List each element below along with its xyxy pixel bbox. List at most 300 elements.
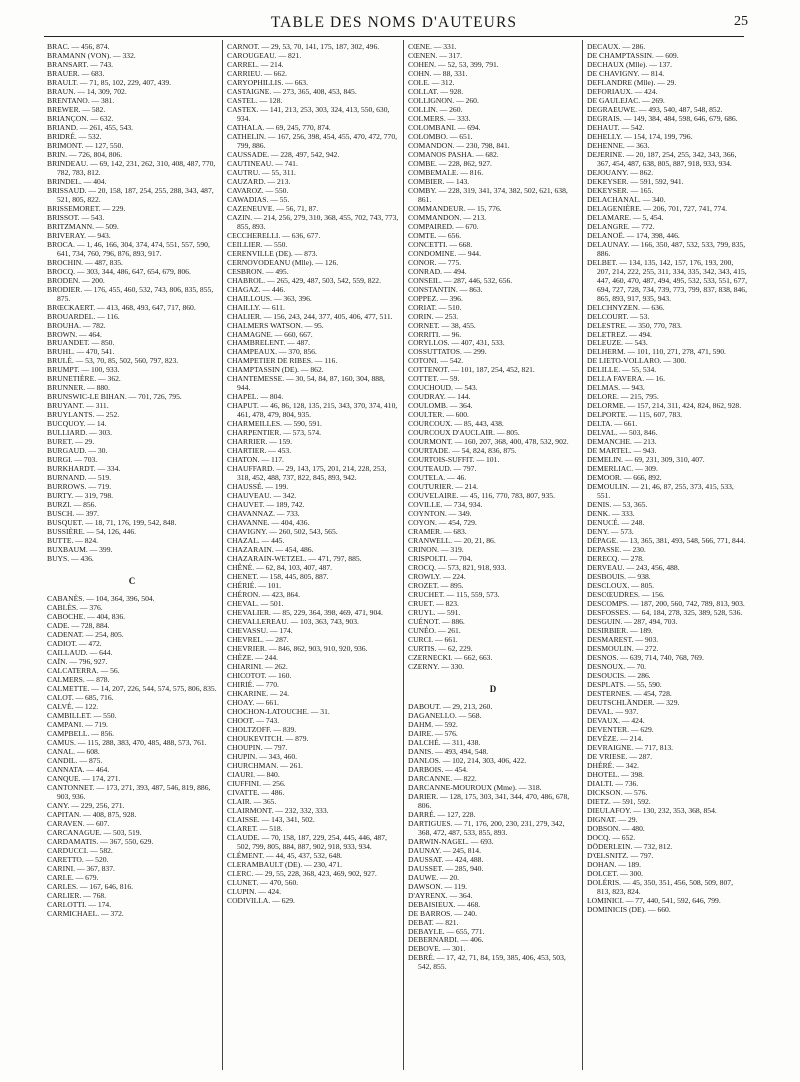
index-entry: DELESTRE. — 350, 770, 783. (587, 320, 682, 330)
index-entry: CARCANAGUE. — 503, 519. (47, 827, 142, 837)
index-entry: CATHELIN. — 167, 256, 398, 454, 455, 470, 472, 770, 799, 886. (227, 131, 398, 150)
index-entry: BUCQUOY. — 14. (47, 419, 107, 429)
index-entry: BROUARDEL. — 116. (47, 311, 120, 321)
index-entry: CHABROL. — 265, 429, 487, 503, 542, 559, 822. (227, 275, 381, 285)
header-rule (44, 36, 744, 37)
index-entry: DEMELIN. — 69, 231, 309, 310, 407. (587, 455, 705, 465)
index-entry: BRUMPT. — 100, 933. (47, 365, 120, 375)
index-entry: DEHAUT. — 542. (587, 122, 645, 132)
index-entry: DELILLE. — 55, 534. (587, 365, 657, 375)
index-entry: COHN. — 88, 331. (408, 68, 468, 78)
index-entry: BROCQ. — 303, 344, 486, 647, 654, 679, 806. (47, 266, 191, 276)
index-entry: CAUSSADE. — 228, 497, 542, 942. (227, 149, 340, 159)
index-entry: BURROWS. — 719. (47, 482, 112, 492)
index-entry: DE BARROS. — 240. (408, 908, 477, 918)
section-letter: D (489, 683, 497, 694)
index-entry: BUSSIÈRE. — 54, 126, 446. (47, 527, 137, 537)
index-entry: DESTERNES. — 454, 728. (587, 688, 672, 698)
index-entry: CONCETTI. — 668. (408, 239, 473, 249)
index-entry: CZERNECKI. — 662, 663. (408, 652, 493, 662)
index-entry: DESPLATS. — 55, 590. (587, 679, 662, 689)
index-entry: DOBSON. — 480. (587, 823, 645, 833)
index-entry: DESMOULIN. — 272. (587, 643, 659, 653)
index-entry: DEMERLIAC. — 309. (587, 464, 658, 474)
index-entry: DESOUCIS. — 286. (587, 670, 651, 680)
index-entry: BROCHIN. — 487, 835. (47, 257, 123, 267)
index-entry: COMBY. — 228, 319, 341, 374, 382, 502, 621, 638, 861. (408, 185, 568, 204)
index-entry: CHUPIN. — 343, 460. (227, 751, 298, 761)
index-entry: DEMOULIN. — 21, 46, 87, 255, 373, 415, 533, 551. (587, 482, 734, 501)
index-entry: CHAUFFARD. — 29, 143, 175, 201, 214, 228, 253, 318, 452, 488, 737, 822, 845, 893, 942. (227, 464, 387, 483)
index-entry: DEVRAIGNE. — 717, 813. (587, 742, 674, 752)
index-entry: COUCHOUD. — 543. (408, 383, 478, 393)
index-entry: DELMAS. — 943. (587, 383, 645, 393)
index-column-2 (227, 42, 399, 905)
index-entry: DELCOURT. — 53. (587, 311, 650, 321)
index-entry: DE CHAVIGNY. — 814. (587, 68, 665, 78)
index-entry: BRISSOT. — 543. (47, 212, 105, 222)
index-entry: LOMINICI. — 77, 440, 541, 592, 646, 799. (587, 895, 721, 905)
index-entry: BRANSART. — 743. (47, 59, 114, 69)
index-entry: COYNTON. — 349. (408, 509, 472, 519)
index-entry: BRAMANN (VON). — 332. (47, 50, 136, 60)
index-entry: DEJOUANY. — 862. (587, 167, 654, 177)
index-entry: BRAC. — 456, 874. (47, 42, 110, 51)
index-entry: CARDAMATIS. — 367, 550, 629. (47, 836, 154, 846)
index-entry: CHAMPETIER DE RIBES. — 116. (227, 356, 338, 366)
index-entry: COULOMB. — 364. (408, 401, 473, 411)
index-entry: DESGUIN. — 287, 494, 703. (587, 617, 678, 626)
index-entry: CHKARINE. — 24. (227, 688, 290, 698)
index-entry: CERNOVODEANU (Mlle). — 126. (227, 257, 339, 267)
index-entry: CLAISSE. — 143, 341, 502. (227, 814, 315, 824)
index-entry: DELACHANAL. — 340. (587, 194, 666, 204)
index-entry: COMBIER. — 143. (408, 176, 470, 186)
index-entry: CIVATTE. — 486. (227, 787, 285, 797)
index-entry: DE LIETO-VOLLARO. — 300. (587, 356, 687, 366)
index-entry: CONSEIL. — 287, 446, 532, 656. (408, 275, 513, 285)
index-entry: CEILLIER. — 550. (227, 239, 288, 249)
index-entry: DELAGENIÈRE. — 206, 701, 727, 741, 774. (587, 203, 728, 213)
index-entry: CHOUKEVITCH. — 879. (227, 733, 309, 743)
index-entry: CAUTINEAU. — 741. (227, 158, 298, 168)
index-entry: COTTET. — 59. (408, 374, 460, 384)
index-entry: DAGANELLO. — 568. (408, 710, 482, 720)
index-entry: CHAMBRELENT. — 487. (227, 338, 310, 348)
index-entry: CALMETTE. — 14, 207, 226, 544, 574, 575, 806, 835. (47, 683, 217, 693)
index-entry: BROWN. — 464. (47, 329, 102, 339)
index-entry: BRULÉ. — 53, 70, 85, 502, 560, 797, 823. (47, 356, 179, 366)
index-entry: CHAPUT. — 46, 86, 128, 135, 215, 343, 370, 374, 410, 461, 478, 479, 804, 935. (227, 401, 398, 420)
index-entry: CANDIL. — 875. (47, 755, 103, 765)
index-entry: COURCOUX. — 85, 443, 438. (408, 419, 504, 429)
index-entry: COLLIN. — 260. (408, 104, 463, 114)
index-entry: CHÉRON. — 423, 864. (227, 590, 300, 600)
index-entry: DEBRÉ. — 17, 42, 71, 84, 159, 385, 406, 453, 503, 542, 855. (408, 953, 566, 972)
index-entry: DESBOUIS. — 938. (587, 572, 651, 582)
index-entry: DARCANNE. — 822. (408, 773, 477, 783)
index-entry: CORIN. — 253. (408, 311, 459, 321)
index-entry: BRINDEL. — 404. (47, 176, 107, 186)
index-entry: DEMANCHE. — 213. (587, 437, 657, 447)
index-entry: DECAUX. — 286. (587, 42, 646, 51)
index-entry: CHAZARAIN-WETZEL. — 471, 797, 885. (227, 554, 362, 564)
index-entry: BRINDEAU. — 69, 142, 231, 262, 310, 408, 487, 770, 782, 783, 812. (47, 158, 216, 177)
index-entry: DOLÉRIS. — 45, 350, 351, 456, 508, 509, 807, 813, 823, 824. (587, 877, 733, 896)
index-entry: CLERAMBAULT (DE). — 230, 471. (227, 859, 342, 869)
index-entry: BURET. — 29. (47, 437, 95, 447)
index-entry: DEUTSCHLÄNDER. — 329. (587, 697, 680, 707)
index-entry: CHOAY. — 661. (227, 697, 279, 707)
index-entry: BULLIARD. — 303. (47, 428, 112, 438)
index-entry: CARLIER. — 768. (47, 890, 107, 900)
index-entry: DE GAULEJAC. — 269. (587, 95, 665, 105)
index-entry: CHAMPTASSIN (DE). — 862. (227, 365, 324, 375)
index-entry: CAWADIAS. — 55. (227, 194, 290, 204)
index-entry: BROCA. — 1, 46, 166, 304, 374, 474, 551, 557, 590, 641, 734, 760, 796, 876, 893, 917. (47, 239, 210, 258)
index-entry: CHARTIER. — 453. (227, 446, 292, 456)
index-entry: BRUNNER. — 880. (47, 383, 110, 393)
index-entry: CAMUS. — 115, 288, 383, 470, 485, 488, 573, 761. (47, 737, 207, 747)
index-entry: CLAUDE. — 70, 158, 187, 229, 254, 445, 446, 487, 502, 799, 805, 884, 887, 902, 918, 933, 934. (227, 832, 387, 851)
index-entry: DERVEAU. — 243, 456, 488. (587, 563, 680, 573)
index-entry: CHAZARAIN. — 454, 486. (227, 545, 314, 555)
index-entry: DE VRIESE. — 287. (587, 751, 653, 761)
index-entry: BURGAUD. — 30. (47, 446, 108, 456)
index-entry: CŒNE. — 331. (408, 42, 457, 51)
index-entry: CALVÉ. — 122. (47, 701, 99, 711)
index-entry: CAZENEUVE. — 56, 71, 87. (227, 203, 319, 213)
index-entry: DELHERM. — 101, 110, 271, 278, 471, 590. (587, 347, 726, 357)
index-entry: DENK. — 333. (587, 509, 635, 519)
index-entry: DAUNAY. — 245, 814. (408, 845, 481, 855)
index-entry: BRUYLANTS. — 252. (47, 410, 120, 420)
index-entry: DARCANNE-MOUROUX (Mme). — 318. (408, 782, 542, 792)
index-entry: BROUHA. — 782. (47, 320, 106, 330)
index-entry: CHARRIER. — 159. (227, 437, 292, 447)
index-entry: CHEVREL. — 287. (227, 634, 289, 644)
index-entry: CADENAT. — 254, 805. (47, 630, 124, 640)
index-entry: CASTEX. — 141, 213, 253, 303, 324, 413, 550, 630, 934. (227, 104, 390, 123)
index-entry: CRINON. — 319. (408, 545, 464, 555)
index-entry: DICKSON. — 576. (587, 787, 648, 797)
index-entry: CABANÈS. — 104, 364, 396, 504. (47, 594, 155, 604)
index-entry: CORIAT. — 510. (408, 302, 462, 312)
index-entry: COLMERS. — 333. (408, 113, 471, 123)
index-entry: BRIVERAY. — 943. (47, 230, 111, 240)
index-entry: DOMINICIS (DE). — 660. (587, 904, 671, 914)
index-entry: DEFLANDRE (Mlle). — 29. (587, 77, 677, 87)
index-entry: CURCI. — 661. (408, 634, 458, 644)
index-entry: CERENVILLE (DE). — 873. (227, 248, 318, 258)
index-entry: CLAIRMONT. — 232, 332, 333. (227, 805, 329, 815)
index-entry: COMANOS PASHA. — 682. (408, 149, 499, 159)
index-entry: CŒNEN. — 317. (408, 50, 463, 60)
index-entry: DAUWE. — 20. (408, 872, 460, 882)
index-entry: DOLCET. — 300. (587, 868, 643, 878)
index-entry: COURTADE. — 54, 824, 836, 875. (408, 446, 517, 456)
index-entry: DARIER. — 128, 175, 303, 341, 344, 470, 486, 678, 806. (408, 791, 570, 810)
index-entry: DEPASSE. — 230. (587, 545, 646, 555)
index-entry: DANIS. — 493, 494, 548. (408, 746, 489, 756)
index-entry: DENY. — 573. (587, 527, 634, 537)
index-entry: CROWLY. — 224. (408, 572, 466, 582)
index-entry: DENIS. — 53, 365. (587, 500, 648, 510)
index-entry: CROCQ. — 573, 821, 918, 933. (408, 563, 507, 573)
index-entry: CAMPBELL. — 856. (47, 728, 115, 738)
index-entry: CZERNY. — 330. (408, 661, 464, 671)
index-entry: COLE. — 312. (408, 77, 455, 87)
page-number: 25 (734, 14, 748, 29)
index-entry: CAMBILLET. — 550. (47, 710, 117, 720)
index-entry: CRAMER. — 683. (408, 527, 467, 537)
index-entry: DELORME. — 157, 214, 311, 424, 824, 862, 928. (587, 401, 742, 411)
index-entry: COULTER. — 600. (408, 410, 469, 420)
index-entry: CRUCHET. — 115, 559, 573. (408, 590, 500, 600)
index-entry: DEVENTER. — 629. (587, 724, 654, 734)
index-entry: COLLIGNON. — 260. (408, 95, 479, 105)
index-entry: COMANDON. — 230, 798, 841. (408, 140, 510, 150)
index-entry: CADE. — 728, 884. (47, 621, 110, 631)
index-entry: DEBERNARDI. — 406. (408, 935, 484, 945)
index-entry: BRAUER. — 683. (47, 68, 105, 78)
index-entry: DOHAN. — 189. (587, 859, 641, 869)
index-entry: CHÉRIÉ. — 101. (227, 581, 281, 591)
index-entry: COURCOUX D'AUCLAIR. — 805. (408, 428, 520, 438)
index-entry: CASTAIGNE. — 273, 365, 408, 453, 845. (227, 86, 357, 96)
index-entry: DEBAT. — 821. (408, 917, 459, 927)
index-entry: CANTONNET. — 173, 271, 393, 487, 546, 819, 886, 903, 936. (47, 782, 211, 801)
index-entry: COUVELAIRE. — 45, 116, 770, 783, 807, 935. (408, 491, 555, 501)
index-entry: CHEVALIER. — 85, 229, 364, 398, 469, 471, 904. (227, 608, 383, 618)
index-entry: DHÉRÉ. — 342. (587, 760, 639, 770)
index-entry: CHAILLOUS. — 363, 396. (227, 293, 312, 303)
index-entry: CAROUGEAU. — 821. (227, 50, 302, 60)
index-entry: BRAUN. — 14, 309, 702. (47, 86, 127, 96)
column-divider (222, 40, 223, 1070)
index-entry: DESFOSSES. — 64, 184, 278, 325, 389, 528, 536. (587, 608, 743, 618)
index-entry: DECHAUX (Mlle). — 137. (587, 59, 672, 69)
index-entry: CANNATA. — 464. (47, 764, 110, 774)
index-entry: BURNAND. — 519. (47, 473, 112, 483)
index-entry: CHENET. — 158, 445, 805, 887. (227, 572, 329, 582)
index-entry: DEKEYSER. — 165. (587, 185, 654, 195)
index-entry: D'ŒLSNITZ. — 797. (587, 850, 654, 860)
index-entry: DE CHAMPTASSIN. — 609. (587, 50, 679, 60)
index-entry: CORRITI. — 96. (408, 329, 462, 339)
index-entry: CHÈZE. — 244. (227, 652, 279, 662)
index-entry: CALMERS. — 878. (47, 674, 110, 684)
index-entry: CABLÈS. — 376. (47, 603, 103, 613)
index-entry: DEBOVE. — 301. (408, 944, 466, 954)
index-entry: CARAVEN. — 607. (47, 818, 110, 828)
index-entry: CARINI. — 367, 837. (47, 863, 115, 873)
index-entry: BURGI. — 703. (47, 455, 98, 465)
index-entry: DESMAREST. — 903. (587, 634, 659, 644)
index-entry: CHARPENTIER. — 573, 574. (227, 428, 322, 438)
index-entry: CLAIR. — 365. (227, 796, 277, 806)
index-entry: BRITZMANN. — 509. (47, 221, 119, 231)
index-entry: DARWIN-NAGEL. — 693. (408, 836, 494, 846)
index-entry: CHAPEL. — 804. (227, 392, 284, 402)
index-entry: DABOUT. — 29, 213, 260. (408, 701, 493, 711)
index-entry: BRODIER. — 176, 455, 460, 532, 743, 806, 835, 855, 875. (47, 284, 214, 303)
index-entry: DEGRAIS. — 149, 384, 484, 598, 646, 679, 686. (587, 113, 738, 123)
index-entry: CHEVRIER. — 846, 862, 903, 910, 920, 936. (227, 643, 368, 653)
index-entry: DIALTI. — 736. (587, 778, 639, 788)
index-entry: CONOR. — 775. (408, 257, 462, 267)
index-entry: DENUCÉ. — 248. (587, 518, 645, 528)
index-entry: BRAULT. — 71, 85, 102, 229, 407, 439. (47, 77, 172, 87)
index-entry: CHEVASSU. — 174. (227, 625, 293, 635)
index-entry: COMMANDEUR. — 15, 776. (408, 203, 502, 213)
index-entry: DESCŒUDRES. — 156. (587, 590, 665, 600)
index-entry: BREWER. — 582. (47, 104, 106, 114)
index-entry: DALCHÉ. — 311, 438. (408, 737, 481, 747)
index-entry: COLLAT. — 928. (408, 86, 464, 96)
index-entry: BRUANDET. — 850. (47, 338, 115, 348)
index-entry: DEBAISIEUX. — 468. (408, 899, 481, 909)
index-entry: DARBOIS. — 454. (408, 764, 468, 774)
index-entry: CARRIEU. — 662. (227, 68, 287, 78)
index-entry: CRANWELL. — 20, 21, 86. (408, 536, 496, 546)
index-entry: DELETREZ. — 494. (587, 329, 652, 339)
index-entry: CIUFFINI. — 256. (227, 778, 286, 788)
index-entry: COUDRAY. — 144. (408, 392, 471, 402)
index-entry: COTTENOT. — 101, 187, 254, 452, 821. (408, 365, 535, 375)
index-entry: COVILLE. — 734, 934. (408, 500, 483, 510)
index-entry: DARTIGUES. — 71, 176, 200, 230, 231, 279, 342, 368, 472, 487, 533, 855, 893. (408, 818, 565, 837)
index-entry: CHOOT. — 743. (227, 715, 280, 725)
index-entry: DELPORTE. — 115, 607, 783. (587, 410, 683, 420)
index-entry: COMTE. — 656. (408, 230, 462, 240)
index-entry: CARNOT. — 29, 53, 70, 141, 175, 187, 302, 496. (227, 42, 380, 51)
index-entry: BRŒCKAERT. — 413, 468, 493, 647, 717, 860. (47, 302, 196, 312)
index-entry: CHIARINI. — 262. (227, 661, 288, 671)
index-entry: BRUYANT. — 311. (47, 401, 109, 411)
index-entry: DELTA. — 661. (587, 419, 638, 429)
column-divider (403, 40, 404, 1070)
index-entry: CHARMEILLES. — 590, 591. (227, 419, 322, 429)
index-entry: CHALIER. — 156, 243, 244, 377, 405, 406, 477, 511. (227, 311, 393, 321)
index-entry: CARLOTTI. — 174. (47, 899, 112, 909)
index-column-1 (47, 42, 217, 918)
index-entry: DEKEYSER. — 591, 592, 941. (587, 176, 684, 186)
index-entry: CHAUVET. — 189, 742. (227, 500, 305, 510)
index-entry: COMBEMALE. — 816. (408, 167, 484, 177)
index-entry: DEMOOR. — 666, 892. (587, 473, 662, 483)
index-entry: DEVAL. — 937. (587, 706, 639, 716)
index-entry: DESCOMPS. — 187, 200, 560, 742, 789, 813, 903. (587, 599, 745, 609)
index-entry: COTONI. — 542. (408, 356, 464, 366)
section-letter: C (128, 576, 136, 587)
index-entry: COUTELA. — 46. (408, 473, 467, 483)
index-entry: CASTEL. — 128. (227, 95, 283, 105)
index-entry: CHAILLY. — 611. (227, 302, 285, 312)
index-entry: DEVAUX. — 424. (587, 715, 645, 725)
index-entry: COMPAIRED. — 670. (408, 221, 479, 231)
index-entry: CHAUVEAU. — 342. (227, 491, 297, 501)
index-entry: CAUTRU. — 55, 311. (227, 167, 296, 177)
index-entry: DIETZ. — 591, 592. (587, 796, 651, 806)
index-entry: COMBE. — 228, 862, 927. (408, 158, 492, 168)
index-entry: BRIDRÉ. — 532. (47, 131, 102, 141)
index-entry: CHURCHMAN. — 261. (227, 760, 303, 770)
index-entry: CANAL. — 608. (47, 746, 100, 756)
index-entry: CAILLAUD. — 644. (47, 647, 113, 657)
index-entry: DAHM. — 592. (408, 719, 458, 729)
index-entry: DELANGRE. — 772. (587, 221, 655, 231)
index-entry: CHAVANNAZ. — 733. (227, 509, 300, 519)
index-entry: DEJERINE. — 20, 187, 254, 255, 342, 343, 366, 367, 454, 487, 638, 805, 887, 918, 933, 934. (587, 149, 737, 168)
index-entry: BUSCH. — 397. (47, 509, 99, 519)
index-entry: CROZET. — 895. (408, 581, 464, 591)
index-entry: DESCLOUX. — 805. (587, 581, 655, 591)
index-entry: CARYOPHILLIS. — 663. (227, 77, 309, 87)
index-entry: BRIN. — 726, 804, 806. (47, 149, 123, 159)
index-entry: DHOTEL. — 398. (587, 769, 644, 779)
index-entry: BRISSAUD. — 20, 158, 187, 254, 255, 288, 343, 487, 521, 805, 822. (47, 185, 214, 204)
index-entry: COYON. — 454, 729. (408, 518, 477, 528)
index-entry: BURZI. — 856. (47, 500, 97, 510)
index-entry: DELVAL. — 503, 846. (587, 428, 658, 438)
index-entry: DELLA FAVERA. — 16. (587, 374, 665, 384)
index-entry: CHAMAGNE. — 660, 667. (227, 329, 313, 339)
index-entry: CAPITAN. — 408, 875, 928. (47, 809, 137, 819)
index-entry: CAMPANI. — 719. (47, 719, 108, 729)
index-entry: DELANOË. — 174, 398, 446. (587, 230, 680, 240)
index-entry: BURTY. — 319, 798. (47, 491, 114, 501)
index-entry: DEBAYLE. — 655, 771. (408, 926, 485, 936)
index-entry: COMMANDON. — 213. (408, 212, 487, 222)
index-entry: DARRÉ. — 127, 228. (408, 809, 476, 819)
index-entry: CONDOMINE. — 944. (408, 248, 481, 258)
index-entry: COUTEAUD. — 797. (408, 464, 477, 474)
index-entry: BUSQUET. — 18, 71, 176, 199, 542, 848. (47, 518, 177, 528)
index-entry: CARLE. — 679. (47, 872, 99, 882)
index-entry: CURTIS. — 62, 229. (408, 643, 473, 653)
index-entry: CALOT. — 685, 716. (47, 692, 114, 702)
index-entry: CANQUE. — 174, 271. (47, 773, 121, 783)
index-entry: COSSUTTATOS. — 299. (408, 347, 487, 357)
index-entry: DIEULAFOY. — 130, 232, 353, 368, 854. (587, 805, 717, 815)
index-entry: CESBRON. — 495. (227, 266, 289, 276)
index-entry: COHEN. — 52, 53, 399, 791. (408, 59, 499, 69)
index-entry: BUTTE. — 824. (47, 536, 99, 546)
index-entry: CLUPIN. — 424. (227, 886, 282, 896)
index-entry: BURKHARDT. — 334. (47, 464, 121, 474)
index-entry: DELAMARE. — 5, 454. (587, 212, 664, 222)
index-entry: DANLOS. — 102, 214, 303, 406, 422. (408, 755, 527, 765)
index-entry: DEGRAEUWE. — 493, 540, 487, 548, 852. (587, 104, 723, 114)
index-entry: DEFORIAUX. — 424. (587, 86, 658, 96)
index-entry: COUTURIER. — 214. (408, 482, 479, 492)
index-entry: CATHALA. — 69, 245, 770, 874. (227, 122, 331, 132)
index-entry: BRENTANO. — 381. (47, 95, 115, 105)
index-entry: DIGNAT. — 29. (587, 814, 638, 824)
index-entry: BRISSEMORET. — 229. (47, 203, 126, 213)
index-entry: CHOCHON-LATOUCHE. — 31. (227, 706, 330, 716)
index-column-4 (587, 42, 747, 913)
index-entry: CHAVANNE. — 404, 436. (227, 518, 310, 528)
index-entry: COPPEZ. — 396. (408, 293, 463, 303)
index-entry: CHOLTZOFF. — 839. (227, 724, 297, 734)
index-column-3 (408, 42, 578, 971)
index-entry: CAÏN. — 796, 927. (47, 656, 108, 666)
index-entry: CORNET. — 38, 455. (408, 320, 476, 330)
index-entry: DESNOUX. — 70. (587, 661, 647, 671)
index-entry: CRUET. — 823. (408, 599, 459, 609)
